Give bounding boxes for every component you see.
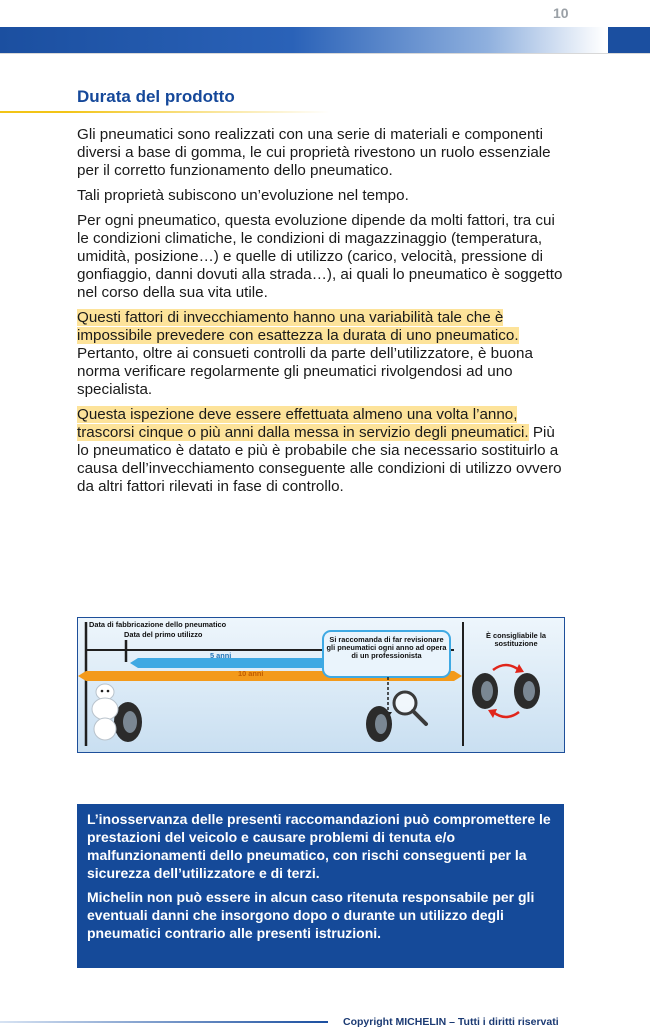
- recommend-box-text: Si raccomanda di far revisionare gli pneumatici ogni anno ad opera di un professionista: [326, 635, 447, 660]
- paragraph-evolution: Tali proprietà subiscono un’evoluzione nel tempo.: [77, 187, 409, 204]
- header-band: [0, 27, 650, 54]
- label-first-use-date: Data del primo utilizzo: [124, 630, 203, 639]
- footer-rule: [0, 1021, 328, 1023]
- paragraph-aging: [77, 309, 567, 399]
- paragraph-materials: Gli pneumatici sono realizzati con una serie di materiali e componenti diversi a base di gomma, le cui proprietà rivestono un ruolo essenziale per il corretto funzionamento dello pneumatico.: [77, 126, 551, 179]
- label-manufacture-date: Data di fabbricazione dello pneumatico: [89, 620, 227, 629]
- label-five-years: 5 anni: [210, 651, 232, 660]
- warning-notice: [77, 804, 564, 968]
- highlight-inspection: Questa ispezione deve essere effettuata almeno una volta l’anno, trascorsi cinque o più anni dalla messa in servizio degli pneumatici.: [77, 406, 529, 441]
- paragraph-factors: Per ogni pneumatico, questa evoluzione dipende da molti fattori, tra cui le condizioni climatiche, le condizioni di magazzinaggio (temperatura, umidità, posizione…) e quelle di utilizzo (carico, velocità, pressione di gonfiaggio, danni dovuti alla strada…), ai quali lo pneumatico è soggetto nel corso della sua vita utile.: [77, 212, 563, 301]
- label-replacement: È consigliabile la sostituzione: [486, 631, 546, 648]
- tire-lifetime-diagram: [77, 617, 565, 753]
- page-number: 10: [553, 5, 569, 21]
- tire-icon-inspected: [366, 706, 392, 742]
- mascot-icon: [92, 684, 118, 740]
- header-band-cap: [608, 27, 650, 53]
- tire-icon-new: [514, 673, 540, 709]
- highlight-aging: Questi fattori di invecchiamento hanno una variabilità tale che è impossibile prevedere con esattezza la durata di uno pneumatico.: [77, 309, 519, 344]
- paragraph-aging-rest: Pertanto, oltre ai consueti controlli da parte dell’utilizzatore, è buona norma verificare regolarmente gli pneumatici rivolgendosi ad uno specialista.: [77, 345, 533, 398]
- tire-icon-old: [472, 673, 498, 709]
- notice-paragraph-liability: Michelin non può essere in alcun caso ritenuta responsabile per gli eventuali danni che insorgono dopo o durante un utilizzo degli pneumatici contrario alle presenti istruzioni.: [87, 889, 535, 941]
- notice-paragraph-risk: L’inosservanza delle presenti raccomandazioni può compromettere le prestazioni del veicolo e causare problemi di tenuta e/o malfunzionamenti dello pneumatico, con rischi conseguenti per la sicurezza dell’utilizzatore e di terzi.: [87, 811, 551, 881]
- copyright-text: Copyright MICHELIN – Tutti i diritti riservati: [343, 1016, 559, 1028]
- paragraph-inspection-rest: Più lo pneumatico è datato e più è probabile che sia necessario sostituirlo a causa dell’invecchiamento conseguente alle condizioni di utilizzo ovvero da altri fattori rilevati in fase di controllo.: [77, 424, 562, 495]
- label-ten-years: 10 anni: [238, 669, 264, 678]
- paragraph-inspection: [77, 406, 567, 496]
- body-text: [77, 126, 567, 503]
- section-title: Durata del prodotto: [77, 87, 235, 106]
- title-underline: [0, 111, 330, 113]
